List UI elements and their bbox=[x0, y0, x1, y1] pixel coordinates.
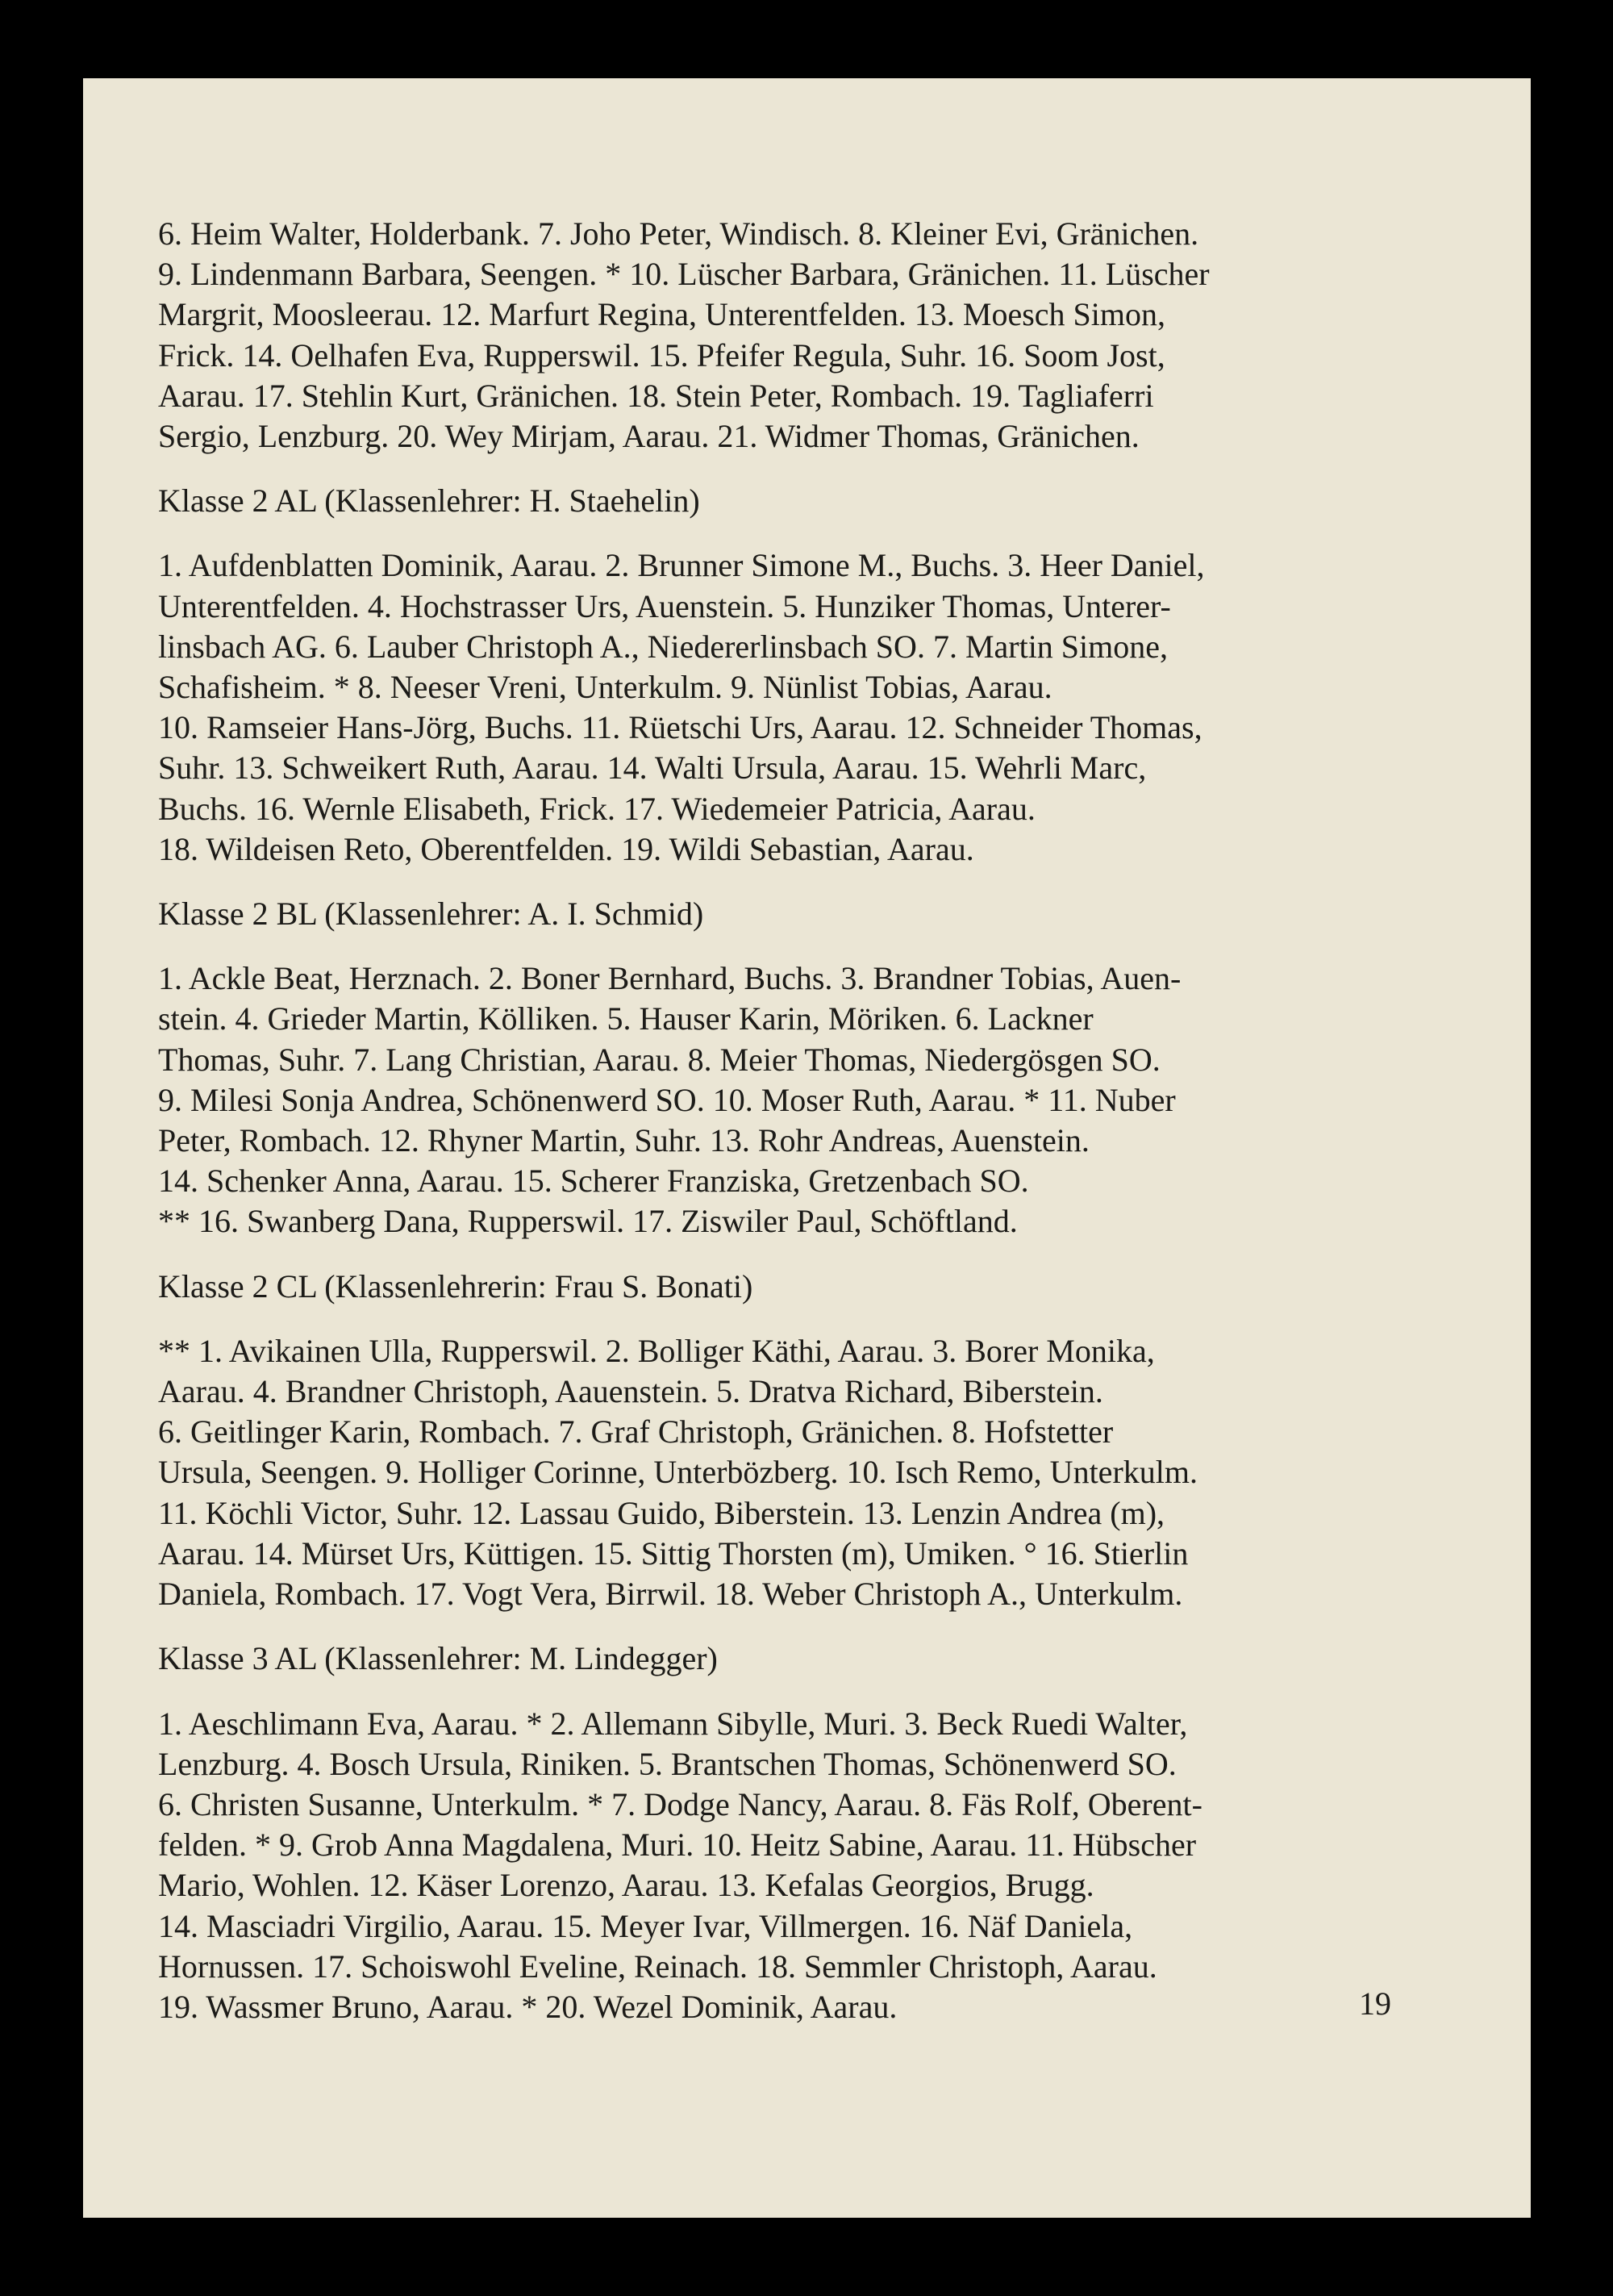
section-body-2bl: 1. Ackle Beat, Herznach. 2. Boner Bernhard, Buchs. 3. Brandner Tobias, Auen- stein. 4. Grieder Martin, Kölliken. 5. Hauser Karin, Möriken. 6. Lackner Thomas, Suhr. 7. Lang Christian, Aarau. 8. Meier Thomas, Niedergösgen SO. 9. Milesi Sonja Andrea, Schönenwerd SO. 10. Moser Ruth, Aarau. * 11. Nuber Peter, Rombach. 12. Rhyner Martin, Suhr. 13. Rohr Andreas, Auenstein. 14. Schenker Anna, Aarau. 15. Scherer Franziska, Gretzenbach SO. ** 16. Swanberg Dana, Rupperswil. 17. Ziswiler Paul, Schöftland. bbox=[158, 960, 1182, 1240]
section-heading-3al: Klasse 3 AL (Klassenlehrer: M. Lindegger) bbox=[158, 1640, 718, 1677]
section-body-2al: 1. Aufdenblatten Dominik, Aarau. 2. Brunner Simone M., Buchs. 3. Heer Daniel, Unterentfelden. 4. Hochstrasser Urs, Auenstein. 5. Hunziker Thomas, Unterer- linsbach AG. 6. Lauber Christoph A., Niedererlinsbach SO. 7. Martin Simone, Schafisheim. * 8. Neeser Vreni, Unterkulm. 9. Nünlist Tobias, Aarau. 10. Ramseier Hans-Jörg, Buchs. 11. Rüetschi Urs, Aarau. 12. Schneider Thomas, Suhr. 13. Schweikert Ruth, Aarau. 14. Walti Ursula, Aarau. 15. Wehrli Marc, Buchs. 16. Wernle Elisabeth, Frick. 17. Wiedemeier Patricia, Aarau. 18. Wildeisen Reto, Oberentfelden. 19. Wildi Sebastian, Aarau. bbox=[158, 547, 1205, 867]
section-heading-2cl: Klasse 2 CL (Klassenlehrerin: Frau S. Bonati) bbox=[158, 1267, 753, 1305]
page-number: 19 bbox=[1359, 1985, 1391, 2022]
section-heading-2bl: Klasse 2 BL (Klassenlehrer: A. I. Schmid) bbox=[158, 895, 704, 933]
page-content bbox=[158, 214, 1416, 2027]
section-body-3al: 1. Aeschlimann Eva, Aarau. * 2. Allemann Sibylle, Muri. 3. Beck Ruedi Walter, Lenzburg. 4. Bosch Ursula, Riniken. 5. Brantschen Thomas, Schönenwerd SO. 6. Christen Susanne, Unterkulm. * 7. Dodge Nancy, Aarau. 8. Fäs Rolf, Oberent- felden. * 9. Grob Anna Magdalena, Muri. 10. Heitz Sabine, Aarau. 11. Hübscher Mario, Wohlen. 12. Käser Lorenzo, Aarau. 13. Kefalas Georgios, Brugg. 14. Masciadri Virgilio, Aarau. 15. Meyer Ivar, Villmergen. 16. Näf Daniela, Hornussen. 17. Schoiswohl Eveline, Reinach. 18. Semmler Christoph, Aarau. 19. Wassmer Bruno, Aarau. * 20. Wezel Dominik, Aarau. bbox=[158, 1705, 1202, 2025]
intro-paragraph: 6. Heim Walter, Holderbank. 7. Joho Peter, Windisch. 8. Kleiner Evi, Gränichen. 9. Lindenmann Barbara, Seengen. * 10. Lüscher Barbara, Gränichen. 11. Lüscher Margrit, Moosleerau. 12. Marfurt Regina, Unterentfelden. 13. Moesch Simon, Frick. 14. Oelhafen Eva, Rupperswil. 15. Pfeifer Regula, Suhr. 16. Soom Jost, Aarau. 17. Stehlin Kurt, Gränichen. 18. Stein Peter, Rombach. 19. Tagliaferri Sergio, Lenzburg. 20. Wey Mirjam, Aarau. 21. Widmer Thomas, Gränichen. bbox=[158, 215, 1210, 455]
section-heading-2al: Klasse 2 AL (Klassenlehrer: H. Staehelin) bbox=[158, 482, 700, 520]
document-page bbox=[83, 78, 1531, 2218]
section-body-2cl: ** 1. Avikainen Ulla, Rupperswil. 2. Bolliger Käthi, Aarau. 3. Borer Monika, Aarau. 4. Brandner Christoph, Aauenstein. 5. Dratva Richard, Biberstein. 6. Geitlinger Karin, Rombach. 7. Graf Christoph, Gränichen. 8. Hofstetter Ursula, Seengen. 9. Holliger Corinne, Unterbözberg. 10. Isch Remo, Unterkulm. 11. Köchli Victor, Suhr. 12. Lassau Guido, Biberstein. 13. Lenzin Andrea (m), Aarau. 14. Mürset Urs, Küttigen. 15. Sittig Thorsten (m), Umiken. ° 16. Stierlin Daniela, Rombach. 17. Vogt Vera, Birrwil. 18. Weber Christoph A., Unterkulm. bbox=[158, 1332, 1198, 1613]
